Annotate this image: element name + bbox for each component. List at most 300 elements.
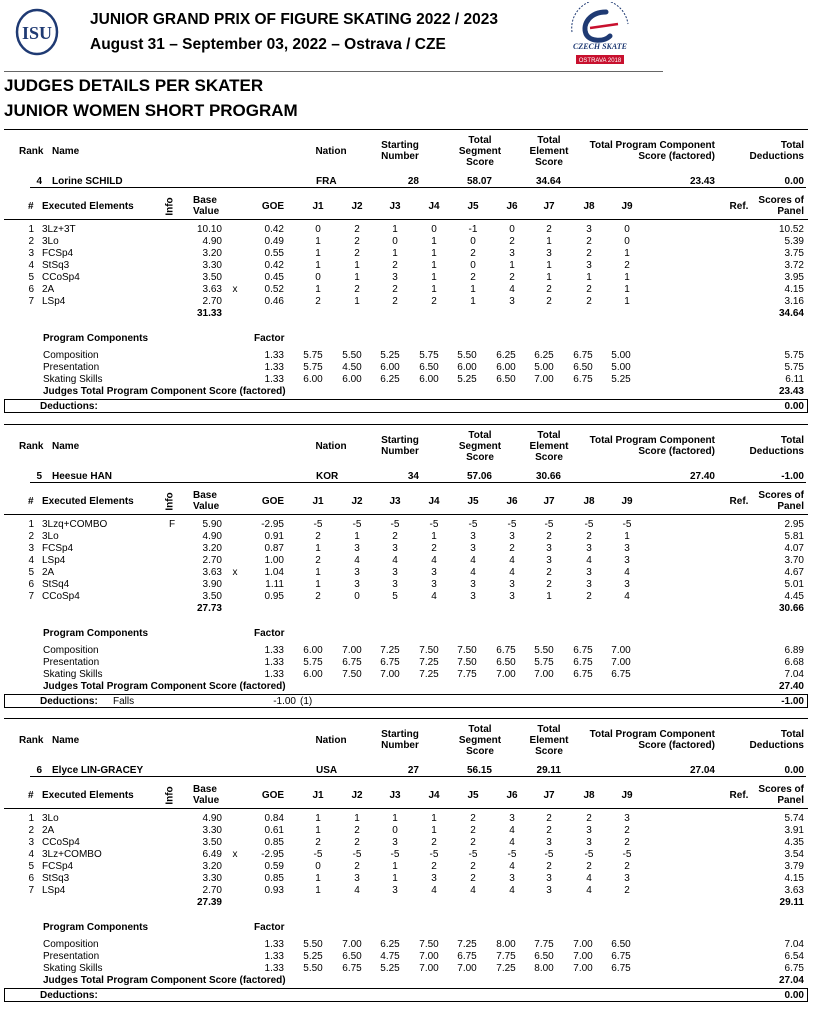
skater-nation: FRA — [316, 176, 337, 187]
element-goe: 0.61 — [264, 825, 284, 836]
judge-score: 4 — [470, 885, 476, 896]
judge-score: 4 — [509, 885, 515, 896]
starting-number-header: Starting — [381, 729, 419, 740]
program-components-header: Program Components — [43, 628, 149, 639]
tss-header: Total — [468, 135, 492, 146]
judge-component-score: 6.75 — [611, 963, 631, 974]
element-panel-score: 3.91 — [784, 825, 804, 836]
executed-elements-header: Executed Elements — [42, 201, 134, 212]
judge-score: -5 — [584, 849, 594, 860]
total-deductions: 0.00 — [784, 176, 804, 187]
judge-score: 4 — [509, 825, 515, 836]
judge-component-score: 6.75 — [611, 669, 631, 680]
judge-score: 1 — [546, 236, 552, 247]
judge-component-score: 6.00 — [342, 374, 362, 385]
judge-score: 1 — [624, 531, 630, 542]
element-goe: 0.55 — [264, 248, 284, 259]
element-name: FCSp4 — [42, 543, 74, 554]
judge-component-score: 5.25 — [380, 963, 400, 974]
judge-component-score: 5.50 — [534, 645, 554, 656]
component-panel-score: 6.54 — [784, 951, 804, 962]
judge-score: 2 — [509, 543, 515, 554]
judge-score: 1 — [546, 260, 552, 271]
divider — [30, 776, 806, 777]
judge-score: 3 — [392, 272, 398, 283]
element-base-value: 4.90 — [202, 531, 222, 542]
judge-score: 2 — [546, 567, 552, 578]
judge-score: 1 — [354, 260, 360, 271]
judge-component-score: 6.25 — [534, 350, 554, 361]
judge-score: -5 — [352, 849, 362, 860]
judge-score: 1 — [354, 813, 360, 824]
factor-header: Factor — [254, 922, 285, 933]
judge-component-score: 7.25 — [419, 669, 439, 680]
judge-component-score: 7.75 — [534, 939, 554, 950]
judge-score: 3 — [509, 813, 515, 824]
judge-score: -5 — [544, 519, 554, 530]
deductions-total: -1.00 — [781, 696, 804, 707]
judge-score: 1 — [315, 248, 321, 259]
judge-score: -5 — [390, 519, 400, 530]
judge-header: J5 — [467, 496, 479, 507]
pcs-header: Total Program Component — [589, 729, 715, 740]
deductions-header: Total — [780, 435, 804, 446]
judges-total-pcs-label: Judges Total Program Component Score (factored) — [43, 681, 286, 692]
element-number: 2 — [28, 531, 34, 542]
element-base-value: 3.20 — [202, 248, 222, 259]
judge-score: 3 — [509, 579, 515, 590]
judge-score: 3 — [431, 567, 437, 578]
element-base-value: 3.30 — [202, 873, 222, 884]
judge-component-score: 7.75 — [457, 669, 477, 680]
judge-score: 2 — [546, 861, 552, 872]
starting-number-header: Starting — [381, 435, 419, 446]
judge-score: 1 — [431, 284, 437, 295]
judge-score: 2 — [470, 813, 476, 824]
judge-score: 4 — [509, 555, 515, 566]
judge-component-score: 7.00 — [611, 645, 631, 656]
judge-score: 3 — [509, 248, 515, 259]
judge-component-score: 6.75 — [573, 645, 593, 656]
judge-component-score: 5.25 — [457, 374, 477, 385]
element-goe: 0.49 — [264, 236, 284, 247]
skater-nation: KOR — [316, 471, 339, 482]
ref-header: Ref. — [729, 496, 749, 507]
component-name: Skating Skills — [43, 963, 103, 974]
judges-total-pcs-label: Judges Total Program Component Score (factored) — [43, 386, 286, 397]
judge-component-score: 5.25 — [303, 951, 323, 962]
judge-score: 2 — [470, 825, 476, 836]
element-number: 6 — [28, 284, 34, 295]
component-factor: 1.33 — [264, 374, 284, 385]
judge-component-score: 5.75 — [419, 350, 439, 361]
total-program-component-score: 27.40 — [689, 471, 715, 482]
executed-elements-header: Executed Elements — [42, 496, 134, 507]
tes-header: Score — [535, 452, 563, 463]
judge-component-score: 6.25 — [380, 374, 400, 385]
judge-score: 2 — [586, 284, 592, 295]
deductions-detail: Falls — [113, 696, 135, 707]
judge-component-score: 7.00 — [342, 939, 362, 950]
skater-block — [0, 131, 820, 417]
divider — [4, 718, 808, 719]
judge-score: 1 — [315, 284, 321, 295]
element-number: 3 — [28, 248, 34, 259]
judge-score: 2 — [586, 531, 592, 542]
svg-text:CZECH SKATE: CZECH SKATE — [572, 42, 628, 51]
judge-score: 4 — [586, 873, 592, 884]
element-name: CCoSp4 — [42, 591, 80, 602]
skater-block — [0, 720, 820, 1006]
judge-score: 2 — [315, 296, 321, 307]
tes-header: Element — [529, 735, 569, 746]
judge-header: J7 — [543, 201, 555, 212]
element-panel-score: 3.16 — [784, 296, 804, 307]
starting-number-header: Starting — [381, 140, 419, 151]
component-factor: 1.33 — [264, 645, 284, 656]
program-components-header: Program Components — [43, 333, 149, 344]
component-name: Composition — [43, 645, 99, 656]
tes-header: Score — [535, 746, 563, 757]
judge-score: 1 — [431, 248, 437, 259]
judge-component-score: 6.00 — [380, 362, 400, 373]
judge-component-score: 7.50 — [457, 645, 477, 656]
element-number: 1 — [28, 813, 34, 824]
component-name: Presentation — [43, 657, 100, 668]
judge-score: 0 — [624, 236, 630, 247]
element-panel-score: 4.15 — [784, 284, 804, 295]
element-name: StSq3 — [42, 873, 70, 884]
scores-of-panel-header: Scores of — [758, 490, 804, 501]
judge-score: 2 — [586, 296, 592, 307]
judge-score: 4 — [431, 555, 437, 566]
judge-header: J8 — [583, 201, 595, 212]
element-goe: -2.95 — [261, 849, 284, 860]
rank-header: Rank — [19, 146, 44, 157]
judge-score: 0 — [470, 236, 476, 247]
element-panel-score: 3.79 — [784, 861, 804, 872]
starting-number: 27 — [407, 765, 419, 776]
judge-score: 2 — [354, 248, 360, 259]
element-goe: 0.91 — [264, 531, 284, 542]
judge-score: 1 — [546, 272, 552, 283]
judge-score: 1 — [315, 260, 321, 271]
component-name: Skating Skills — [43, 669, 103, 680]
judge-score: 2 — [315, 591, 321, 602]
element-name: LSp4 — [42, 885, 66, 896]
judge-score: 4 — [354, 885, 360, 896]
skater-name: Lorine SCHILD — [52, 176, 123, 187]
element-name: 3Lo — [42, 531, 59, 542]
judge-score: 2 — [624, 825, 630, 836]
judge-score: 2 — [392, 260, 398, 271]
judge-component-score: 6.75 — [573, 350, 593, 361]
judge-component-score: 7.00 — [573, 951, 593, 962]
element-base-value: 6.49 — [202, 849, 222, 860]
judge-score: 2 — [546, 284, 552, 295]
judge-score: 4 — [392, 555, 398, 566]
judge-component-score: 4.75 — [380, 951, 400, 962]
element-goe: 1.11 — [265, 579, 284, 590]
judge-component-score: 5.75 — [303, 350, 323, 361]
component-panel-score: 6.75 — [784, 963, 804, 974]
judge-header: J8 — [583, 496, 595, 507]
element-name: LSp4 — [42, 296, 66, 307]
element-panel-score: 4.67 — [784, 567, 804, 578]
tes-header: Total — [537, 430, 561, 441]
judge-score: 1 — [392, 813, 398, 824]
judge-score: 1 — [546, 591, 552, 602]
judge-score: 2 — [546, 813, 552, 824]
judge-component-score: 8.00 — [534, 963, 554, 974]
judge-score: 3 — [586, 543, 592, 554]
element-panel-score: 5.81 — [784, 531, 804, 542]
nation-header: Nation — [315, 441, 347, 452]
element-base-value: 5.90 — [202, 519, 222, 530]
element-name: 3Lzq+COMBO — [42, 519, 108, 530]
judge-score: 1 — [431, 260, 437, 271]
element-goe: 0.85 — [264, 873, 284, 884]
judge-score: 3 — [431, 873, 437, 884]
judge-component-score: 6.00 — [457, 362, 477, 373]
judge-component-score: 6.50 — [534, 951, 554, 962]
element-number: 5 — [28, 567, 34, 578]
deductions-total: 0.00 — [784, 401, 804, 412]
element-name: 3Lz+COMBO — [42, 849, 102, 860]
judge-score: 2 — [354, 284, 360, 295]
base-value-header: Value — [193, 206, 220, 217]
element-panel-score: 3.63 — [784, 885, 804, 896]
judge-component-score: 5.75 — [534, 657, 554, 668]
judge-component-score: 5.50 — [303, 963, 323, 974]
judge-component-score: 7.00 — [496, 669, 516, 680]
element-number-header: # — [28, 201, 34, 212]
judge-score: 1 — [315, 579, 321, 590]
element-goe: 0.59 — [264, 861, 284, 872]
element-base-value: 2.70 — [202, 296, 222, 307]
deductions-header: Deductions — [749, 151, 804, 162]
deductions-total: 0.00 — [784, 990, 804, 1001]
element-goe: 0.93 — [264, 885, 284, 896]
judge-component-score: 7.00 — [419, 963, 439, 974]
judge-score: 2 — [470, 861, 476, 872]
deductions-header: Total — [780, 140, 804, 151]
judge-score: 0 — [315, 272, 321, 283]
judge-score: 0 — [624, 224, 630, 235]
element-panel-score: 10.52 — [778, 224, 804, 235]
factor-header: Factor — [254, 333, 285, 344]
judge-score: 4 — [586, 885, 592, 896]
component-name: Skating Skills — [43, 374, 103, 385]
judge-component-score: 7.00 — [342, 645, 362, 656]
element-panel-score: 3.54 — [784, 849, 804, 860]
element-base-value: 2.70 — [202, 885, 222, 896]
element-number: 6 — [28, 579, 34, 590]
total-deductions: -1.00 — [781, 471, 804, 482]
skater-name: Elyce LIN-GRACEY — [52, 765, 144, 776]
base-value-header: Value — [193, 795, 220, 806]
pcs-header: Total Program Component — [589, 435, 715, 446]
svg-text:OSTRAVA 2018: OSTRAVA 2018 — [578, 58, 622, 64]
element-base-value: 3.30 — [202, 260, 222, 271]
judge-component-score: 6.00 — [303, 645, 323, 656]
name-header: Name — [52, 441, 80, 452]
element-name: 2A — [42, 825, 55, 836]
judge-score: 2 — [586, 248, 592, 259]
judge-score: -5 — [429, 519, 439, 530]
total-segment-score: 57.06 — [466, 471, 492, 482]
judge-score: 3 — [392, 543, 398, 554]
judge-score: 2 — [624, 885, 630, 896]
judge-score: 1 — [624, 284, 630, 295]
deductions-label: Deductions: — [40, 696, 98, 707]
element-number: 1 — [28, 224, 34, 235]
judges-total-pcs-value: 27.40 — [778, 681, 804, 692]
element-panel-score: 3.72 — [784, 260, 804, 271]
judge-score: 1 — [315, 236, 321, 247]
judge-score: 2 — [509, 236, 515, 247]
judge-score: 1 — [431, 813, 437, 824]
tes-header: Element — [529, 146, 569, 157]
judge-component-score: 5.75 — [303, 657, 323, 668]
component-factor: 1.33 — [264, 350, 284, 361]
skater-nation: USA — [316, 765, 338, 776]
judge-score: 2 — [392, 531, 398, 542]
judge-header: J3 — [389, 201, 401, 212]
judge-header: J2 — [351, 201, 363, 212]
element-bonus-marker: x — [232, 284, 238, 295]
component-name: Presentation — [43, 362, 100, 373]
judge-score: 2 — [470, 248, 476, 259]
pcs-header: Score (factored) — [638, 446, 715, 457]
judge-score: 3 — [354, 543, 360, 554]
component-panel-score: 5.75 — [784, 362, 804, 373]
judge-component-score: 7.25 — [496, 963, 516, 974]
judge-score: 2 — [624, 260, 630, 271]
info-header: Info — [164, 197, 176, 216]
judge-header: J3 — [389, 496, 401, 507]
judge-header: J1 — [312, 790, 324, 801]
judge-score: 1 — [354, 296, 360, 307]
element-panel-score: 3.95 — [784, 272, 804, 283]
judge-component-score: 6.75 — [573, 374, 593, 385]
judge-score: 5 — [392, 591, 398, 602]
judge-score: 2 — [586, 861, 592, 872]
judge-score: 2 — [586, 591, 592, 602]
judge-score: 3 — [392, 885, 398, 896]
element-bonus-marker: x — [232, 849, 238, 860]
judge-score: 2 — [431, 543, 437, 554]
header-rule — [4, 71, 663, 72]
judge-header: J9 — [621, 790, 633, 801]
tss-header: Segment — [458, 146, 502, 157]
judge-score: 3 — [624, 543, 630, 554]
judge-component-score: 7.75 — [496, 951, 516, 962]
judge-score: 1 — [315, 813, 321, 824]
judge-score: 3 — [624, 813, 630, 824]
total-element-score: 29.11 — [536, 765, 561, 776]
judge-score: 2 — [546, 825, 552, 836]
judge-score: -5 — [313, 849, 323, 860]
element-base-value: 10.10 — [196, 224, 222, 235]
judge-component-score: 7.00 — [573, 939, 593, 950]
element-score-total: 34.64 — [778, 308, 804, 319]
goe-header: GOE — [261, 201, 285, 212]
judge-score: 2 — [586, 236, 592, 247]
judge-score: 2 — [509, 272, 515, 283]
judge-score: 3 — [509, 873, 515, 884]
starting-number-header: Number — [381, 740, 419, 751]
judge-score: -1 — [468, 224, 478, 235]
judge-score: 3 — [470, 591, 476, 602]
deductions-row — [4, 988, 808, 1002]
judge-score: 2 — [624, 861, 630, 872]
base-value-header: Base — [193, 490, 217, 501]
judge-score: 2 — [470, 272, 476, 283]
element-name: CCoSp4 — [42, 272, 80, 283]
element-name: CCoSp4 — [42, 837, 80, 848]
element-base-value: 4.90 — [202, 813, 222, 824]
element-name: StSq4 — [42, 579, 70, 590]
judge-score: 1 — [392, 248, 398, 259]
component-panel-score: 7.04 — [784, 669, 804, 680]
pcs-header: Score (factored) — [638, 151, 715, 162]
judge-score: 3 — [586, 224, 592, 235]
judge-component-score: 6.75 — [380, 657, 400, 668]
judge-score: 0 — [392, 825, 398, 836]
element-panel-score: 5.01 — [784, 579, 804, 590]
judge-score: 3 — [470, 543, 476, 554]
judge-component-score: 7.00 — [419, 951, 439, 962]
judge-component-score: 6.75 — [342, 657, 362, 668]
tss-header: Total — [468, 430, 492, 441]
judge-component-score: 7.50 — [457, 657, 477, 668]
judge-component-score: 4.50 — [342, 362, 362, 373]
judge-component-score: 6.00 — [303, 374, 323, 385]
element-panel-score: 4.15 — [784, 873, 804, 884]
executed-elements-header: Executed Elements — [42, 790, 134, 801]
element-name: FCSp4 — [42, 861, 74, 872]
judge-score: 3 — [431, 579, 437, 590]
element-goe: 0.87 — [264, 543, 284, 554]
element-goe: 0.52 — [264, 284, 284, 295]
starting-number-header: Number — [381, 446, 419, 457]
judge-component-score: 5.25 — [380, 350, 400, 361]
judge-score: -5 — [584, 519, 594, 530]
judge-score: 3 — [392, 837, 398, 848]
component-panel-score: 7.04 — [784, 939, 804, 950]
tss-header: Score — [466, 746, 494, 757]
judge-score: 3 — [392, 579, 398, 590]
judge-score: 3 — [354, 873, 360, 884]
judge-score: 3 — [546, 543, 552, 554]
base-value-total: 31.33 — [196, 308, 222, 319]
judge-score: 1 — [624, 248, 630, 259]
component-factor: 1.33 — [264, 669, 284, 680]
judge-component-score: 6.50 — [573, 362, 593, 373]
base-value-total: 27.73 — [196, 603, 222, 614]
judge-component-score: 5.25 — [611, 374, 631, 385]
component-name: Presentation — [43, 951, 100, 962]
judge-score: 3 — [546, 873, 552, 884]
goe-header: GOE — [261, 790, 285, 801]
judge-component-score: 6.25 — [380, 939, 400, 950]
tes-header: Score — [535, 157, 563, 168]
judge-score: 4 — [470, 567, 476, 578]
element-score-total: 30.66 — [778, 603, 804, 614]
starting-number: 34 — [407, 471, 419, 482]
name-header: Name — [52, 735, 80, 746]
